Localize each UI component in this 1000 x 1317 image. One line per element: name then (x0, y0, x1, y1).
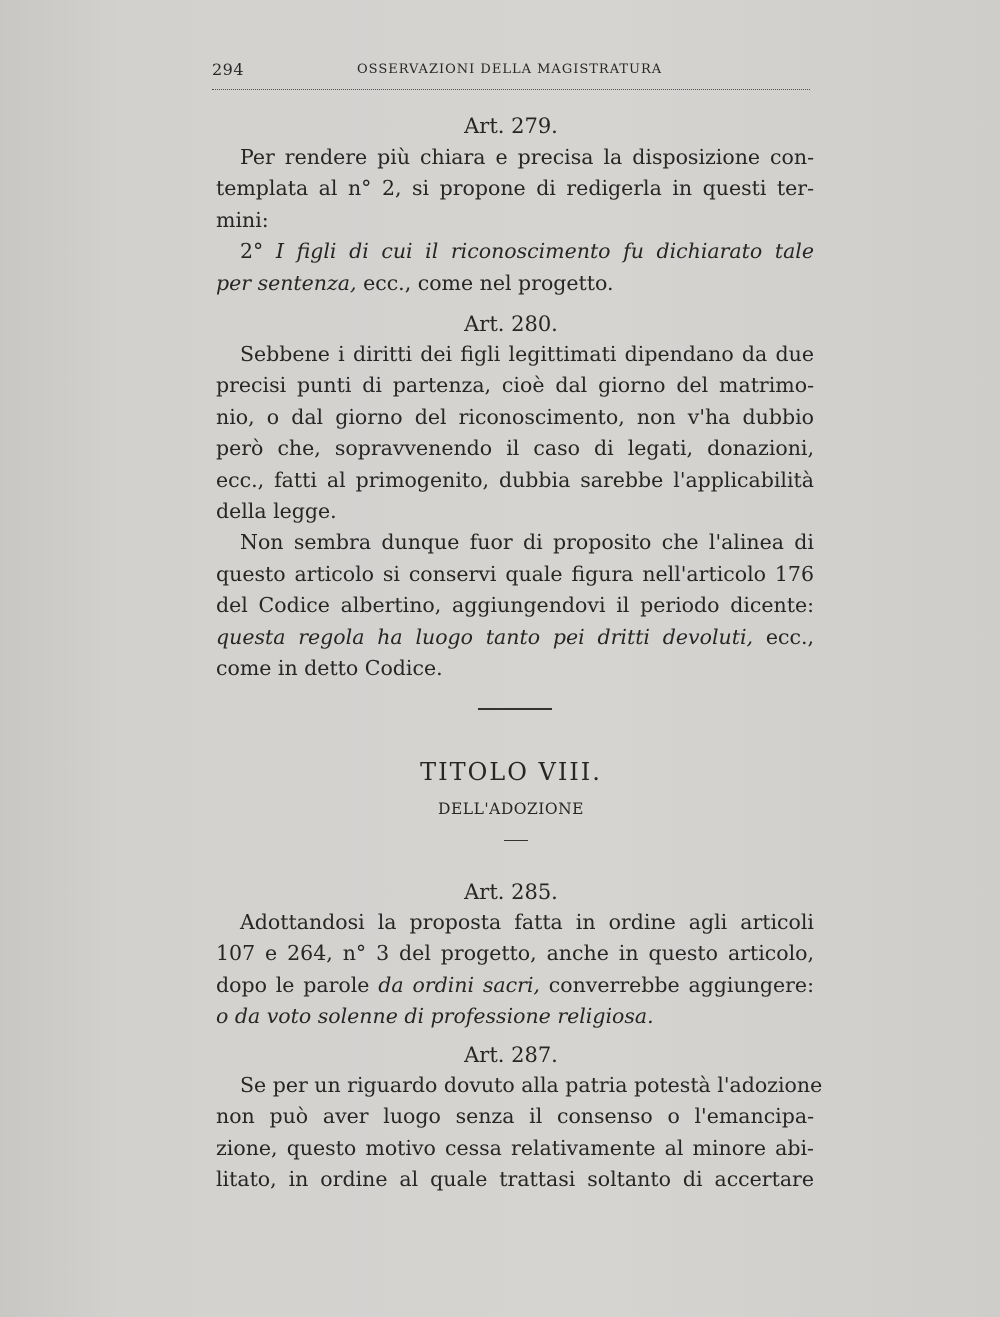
article-279-text (216, 142, 814, 299)
italic-text: questa regola ha luogo tanto pei dritti devoluti, (216, 624, 754, 649)
text-line: Adottandosi la proposta fatta in ordine agli articoli (240, 910, 814, 934)
section-separator (478, 708, 552, 710)
text-line: questo articolo si conservi quale figura nell'articolo 176 (216, 561, 814, 586)
article-heading-280: Art. 280. (464, 312, 558, 336)
running-title: OSSERVAZIONI DELLA MAGISTRATURA (357, 62, 663, 77)
item-number: 2° (240, 239, 264, 264)
text-line: Non sembra dunque fuor di proposito che l'alinea di (240, 530, 814, 555)
section-title: TITOLO VIII. (420, 758, 602, 786)
article-285-text (216, 907, 814, 1033)
section-subtitle: DELL'ADOZIONE (438, 800, 584, 818)
quote-line (216, 268, 814, 299)
article-heading-287: Art. 287. (464, 1043, 558, 1067)
text-line: 107 e 264, n° 3 del progetto, anche in questo articolo, (216, 941, 814, 966)
text-line: Se per un riguardo dovuto alla patria potestà l'adozione (240, 1073, 823, 1097)
italic-text: per sentenza, (216, 270, 357, 295)
text-line: del Codice albertino, aggiungendovi il periodo dicente: (216, 593, 814, 618)
text-line (216, 622, 814, 653)
text-line: litato, in ordine al quale trattasi soltanto di accertare (216, 1167, 814, 1192)
article-heading-279: Art. 279. (464, 114, 558, 138)
italic-text: da ordini sacri, (378, 972, 540, 997)
text-line: Per rendere più chiara e precisa la disposizione con- (240, 145, 814, 169)
running-header (212, 60, 810, 84)
text-line: zione, questo motivo cessa relativamente al minore abi- (216, 1135, 814, 1160)
article-287-text (216, 1070, 823, 1196)
italic-text: I figli di cui il riconoscimento fu dichiarato tale (275, 239, 814, 264)
quote-line (216, 236, 814, 267)
article-heading-285: Art. 285. (464, 880, 558, 904)
text-span: ecc., (765, 624, 814, 649)
text-line: templata al n° 2, si propone di redigerla in questi ter- (216, 176, 814, 201)
article-280-text (216, 339, 814, 684)
text-span: converrebbe aggiungere: (548, 972, 814, 997)
page-number: 294 (212, 60, 245, 79)
text-line (216, 970, 814, 1001)
text-line: della legge. (216, 499, 337, 524)
text-line: Sebbene i diritti dei figli legittimati dipendano da due (240, 342, 814, 366)
text-line: non può aver luogo senza il consenso o l'emancipa- (216, 1104, 814, 1129)
text-span: dopo le parole (216, 972, 370, 997)
text-span: ecc., come nel progetto. (363, 270, 614, 295)
text-line: mini: (216, 207, 269, 232)
italic-text: o da voto solenne di professione religiosa. (216, 1004, 654, 1029)
text-line: precisi punti di partenza, cioè dal giorno del matrimo- (216, 373, 814, 398)
header-rule (212, 89, 810, 90)
title-dash (504, 840, 528, 841)
text-line: ecc., fatti al primogenito, dubbia sarebbe l'applicabilità (216, 467, 814, 492)
text-line (216, 1001, 814, 1032)
text-line: però che, sopravvenendo il caso di legati, donazioni, (216, 436, 814, 461)
text-line: nio, o dal giorno del riconoscimento, non v'ha dubbio (216, 404, 814, 429)
text-line: come in detto Codice. (216, 656, 443, 681)
